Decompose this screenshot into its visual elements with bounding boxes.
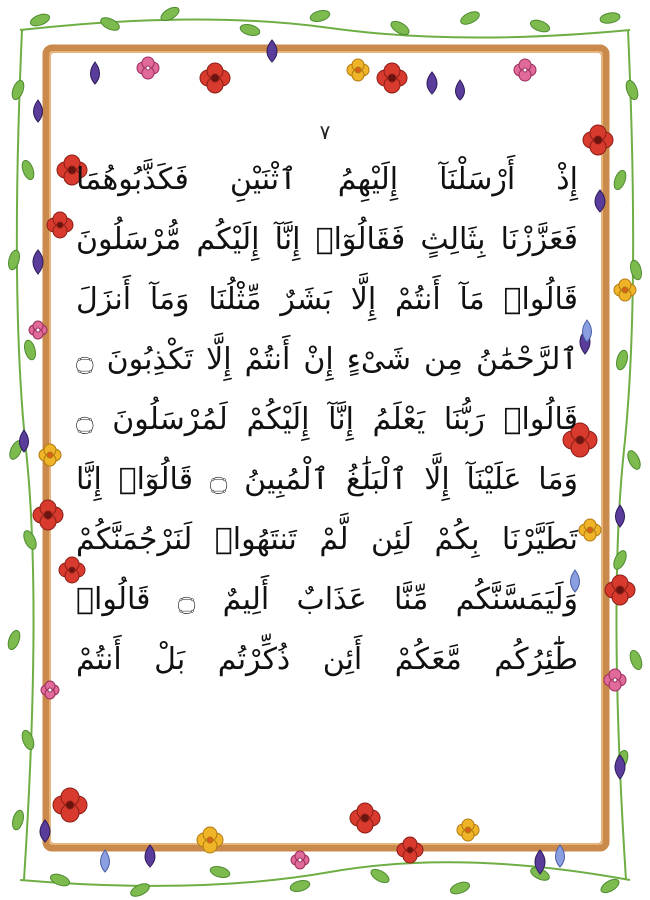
verse-line: وَمَا عَلَيْنَآ إِلَّا ٱلْبَلَٰغُ ٱلْمُبِينُ ۝ قَالُوٓا۟ إِنَّا bbox=[76, 462, 578, 497]
verse-line: إِذْ أَرْسَلْنَآ إِلَيْهِمُ ٱثْنَيْنِ فَكَذَّبُوهُمَا bbox=[76, 162, 578, 197]
verse-line: طَٰٓئِرُكُم مَّعَكُمْ أَئِن ذُكِّرْتُم بَلْ أَنتُمْ bbox=[76, 642, 578, 677]
verse-line: قَالُوا۟ مَآ أَنتُمْ إِلَّا بَشَرٌ مِّثْلُنَا وَمَآ أَنزَلَ bbox=[76, 282, 578, 317]
verse-line: ٱلرَّحْمَٰنُ مِن شَىْءٍ إِنْ أَنتُمْ إِلَّا تَكْذِبُونَ ۝ bbox=[76, 342, 578, 377]
page-number: ٧ bbox=[319, 120, 331, 144]
verse-line: فَعَزَّزْنَا بِثَالِثٍ فَقَالُوٓا۟ إِنَّآ إِلَيْكُم مُّرْسَلُونَ bbox=[76, 222, 578, 257]
verse-line: وَلَيَمَسَّنَّكُم مِّنَّا عَذَابٌ أَلِيمٌ ۝ قَالُوا۟ bbox=[76, 582, 578, 617]
verse-line: تَطَيَّرْنَا بِكُمْ لَئِن لَّمْ تَنتَهُوا۟ لَنَرْجُمَنَّكُمْ bbox=[76, 522, 578, 557]
verse-text bbox=[72, 150, 582, 690]
verse-line: قَالُوا۟ رَبُّنَا يَعْلَمُ إِنَّآ إِلَيْكُمْ لَمُرْسَلُونَ ۝ bbox=[76, 402, 578, 437]
